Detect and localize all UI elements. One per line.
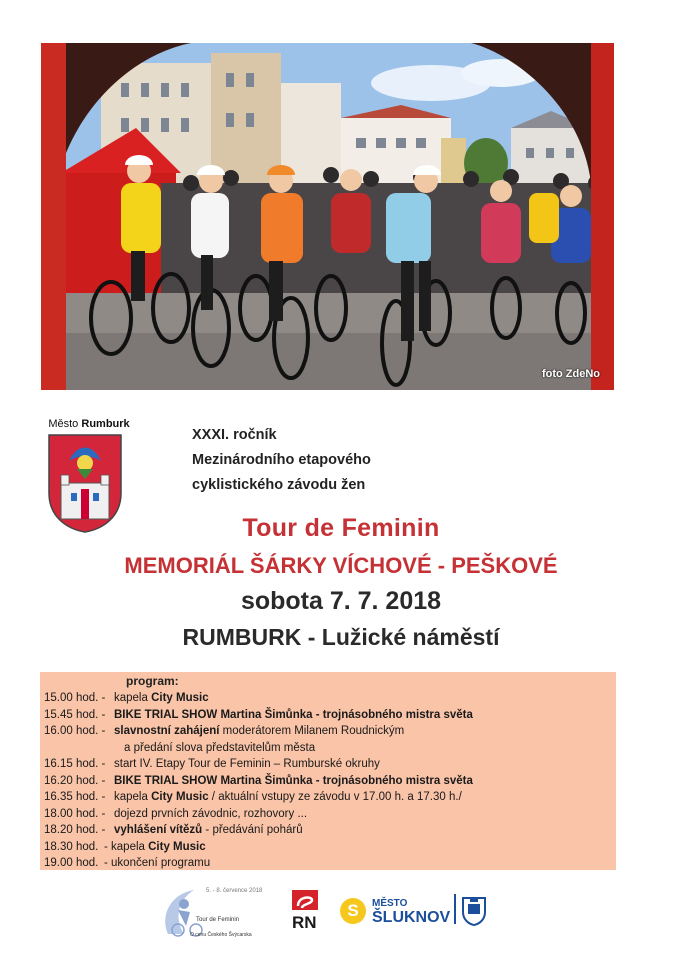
program-time: 16.20 hod. - bbox=[44, 774, 106, 787]
program-time: 16.15 hod. - bbox=[44, 758, 106, 770]
program-time: 16.35 hod. - bbox=[44, 791, 106, 803]
program-desc: kapela City Music / aktuální vstupy ze závodu v 17.00 h. a 17.30 h./ bbox=[114, 791, 462, 803]
program-time: 16.00 hod. - bbox=[44, 725, 106, 737]
program-time: 18.00 hod. - bbox=[44, 807, 106, 820]
sluknov-divider bbox=[454, 894, 456, 924]
photo-credit: foto ZdeNo bbox=[541, 368, 600, 380]
sluknov-label: ŠLUKNOV bbox=[372, 909, 451, 926]
program-heading: program: bbox=[126, 674, 179, 688]
program-time: 15.00 hod. - bbox=[44, 692, 106, 704]
edition-line: XXXI. ročník bbox=[192, 427, 277, 443]
program-desc: - kapela City Music bbox=[104, 840, 206, 853]
program-desc: BIKE TRIAL SHOW Martina Šimůnka - trojnásobného mistra světa bbox=[114, 774, 473, 787]
partner-logos bbox=[0, 880, 682, 950]
program-desc: vyhlášení vítězů - předávání pohárů bbox=[114, 824, 303, 836]
event-type-line: Mezinárodního etapového bbox=[192, 452, 371, 468]
program-box bbox=[40, 672, 616, 870]
program-desc: dojezd prvních závodnic, rozhovory ... bbox=[114, 807, 308, 820]
sluknov-label-top: MĚSTO bbox=[372, 898, 408, 909]
program-desc: BIKE TRIAL SHOW Martina Šimůnka - trojnásobného mistra světa bbox=[114, 708, 473, 721]
program-desc: a předání slova představitelům města bbox=[124, 741, 316, 754]
event-venue: RUMBURK - Lužické náměstí bbox=[182, 624, 500, 650]
sluknov-crest-icon bbox=[461, 894, 487, 926]
program-desc: slavnostní zahájení moderátorem Milanem Roudnickým bbox=[114, 725, 405, 737]
memorial-title: MEMORIÁL ŠÁRKY VÍCHOVÉ - PEŠKOVÉ bbox=[124, 553, 558, 578]
program-time: 18.30 hod. bbox=[44, 840, 99, 853]
cyclists-photo-illustration bbox=[41, 43, 614, 390]
event-date: sobota 7. 7. 2018 bbox=[240, 587, 442, 615]
program-time: 19.00 hod. bbox=[44, 857, 99, 869]
event-category-line: cyklistického závodu žen bbox=[192, 477, 366, 493]
event-title: Tour de Feminin bbox=[242, 514, 440, 542]
program-desc: start IV. Etapy Tour de Feminin – Rumburské okruhy bbox=[114, 758, 380, 770]
tdf-name: Tour de Feminin bbox=[196, 917, 240, 923]
tdf-subtitle: O cenu Českého Švýcarska bbox=[190, 932, 252, 938]
city-label bbox=[44, 418, 134, 430]
sluknov-s-icon: S bbox=[340, 898, 366, 924]
city-prefix: Město bbox=[48, 418, 79, 430]
city-name: Rumburk bbox=[81, 418, 130, 430]
program-desc: kapela City Music bbox=[114, 692, 209, 704]
program-time: 18.20 hod. - bbox=[44, 824, 106, 836]
program-desc: - ukončení programu bbox=[104, 857, 211, 869]
rn-logo-text: RN bbox=[292, 913, 317, 932]
program-time: 15.45 hod. - bbox=[44, 708, 106, 721]
tdf-dates: 5. - 8. července 2018 bbox=[206, 888, 263, 894]
race-start-photo bbox=[41, 43, 614, 390]
